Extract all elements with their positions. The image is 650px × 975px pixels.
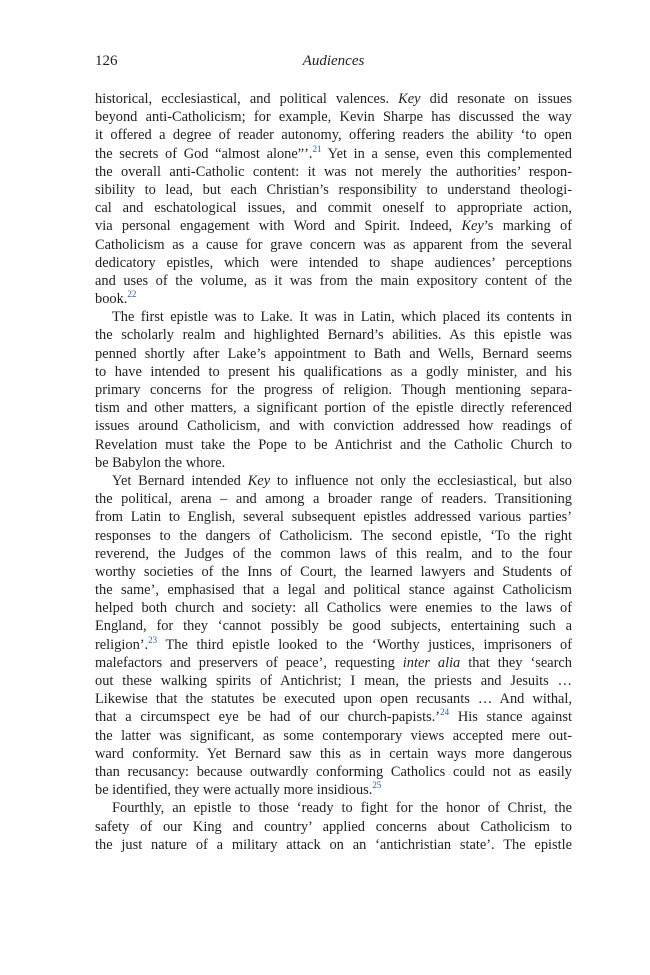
running-title: Audiences — [302, 53, 365, 69]
text-line: The first epistle was to Lake. It was in Latin, which placed its contents in — [112, 309, 572, 326]
text-line: and uses of the volume, as it was from the main expository content of the — [95, 272, 572, 289]
text-line: that a circumspect eye be had of our church-papists.’$^{24}$ His stance against — [95, 707, 572, 726]
footnote-ref[interactable]: 24 — [440, 707, 450, 718]
text-line: cal and eschatological issues, and commit oneself to appropriate action, — [95, 200, 572, 217]
text-line: Yet Bernard intended Key to influence not only the ecclesiastical, but also — [112, 472, 572, 489]
text-line: primary concerns for the progress of religion. Though mentioning separa- — [95, 382, 572, 398]
text-line: penned shortly after Lake’s appointment to Bath and Wells, Bernard seems — [95, 345, 572, 362]
footnote-ref[interactable]: 23 — [148, 634, 158, 645]
text-line: via personal engagement with Word and Spirit. Indeed, Key’s marking of — [95, 218, 572, 235]
text-line: be identified, they were actually more insidious.$^{25}$ — [95, 780, 382, 799]
text-line: malefactors and preservers of peace’, requesting inter alia that they ‘search — [95, 654, 572, 671]
running-head — [95, 53, 572, 73]
text-line: Fourthly, an epistle to those ‘ready to fight for the honor of Christ, the — [112, 800, 572, 817]
footnote-ref[interactable]: 25 — [372, 780, 382, 791]
text-line: religion’.$^{23}$ The third epistle looked to the ‘Worthy justices, imprisoners of — [95, 634, 572, 653]
text-line: Likewise that the statutes be executed upon open recusants … And withal, — [95, 691, 572, 708]
text-line: Revelation must take the Pope to be Antichrist and the Catholic Church to — [95, 436, 572, 453]
text-line: to have intended to present his qualifications as a godly minister, and his — [95, 363, 572, 380]
text-line: reverend, the Judges of the common laws of this realm, and to the four — [95, 545, 572, 562]
text-line: helped both church and society: all Catholics were enemies to the laws of — [95, 600, 572, 617]
text-line: from Latin to English, several subsequent epistles addressed various parties’ — [95, 509, 572, 526]
text-line: be Babylon the whore. — [95, 454, 226, 471]
text-line: responses to the dangers of Catholicism. The second epistle, ‘To the right — [95, 527, 572, 544]
text-line: the same’, emphasised that a legal and political stance against Catholicism — [95, 582, 572, 599]
text-line: it offered a degree of reader autonomy, offering readers the ability ‘to open — [95, 127, 572, 144]
text-line: the overall anti-Catholic content: it was not merely the authorities’ respon- — [95, 163, 572, 180]
text-line: issues around Catholicism, and with conviction addressed how readings of — [95, 418, 572, 435]
text-line: the latter was significant, as some contemporary views accepted mere out- — [95, 727, 572, 744]
text-line: worthy societies of the Inns of Court, the learned lawyers and Students of — [95, 563, 572, 580]
text-line: the political, arena – and among a broader range of readers. Transitioning — [95, 491, 572, 508]
text-line: safety of our King and country’ applied concerns about Catholicism to — [95, 818, 572, 835]
text-line: historical, ecclesiastical, and political valences. Key did resonate on issues — [95, 91, 572, 107]
text-line: book.$^{22}$ — [95, 289, 137, 308]
text-line: the scholarly realm and highlighted Bernard’s abilities. As this epistle was — [95, 327, 572, 344]
text-line: the secrets of God “almost alone”’.$^{21}$ Yet in a sense, even this complemented — [95, 143, 572, 162]
text-line: beyond anti-Catholicism; for example, Kevin Sharpe has discussed the way — [95, 109, 572, 126]
body-text — [95, 90, 572, 854]
text-line: than recusancy: because outwardly conforming Catholics could not as easily — [95, 763, 572, 780]
text-line: tism and other matters, a significant portion of the epistle directly referenced — [95, 400, 572, 417]
footnote-ref[interactable]: 22 — [127, 289, 137, 300]
footnote-ref[interactable]: 21 — [312, 143, 322, 154]
page-number: 126 — [95, 53, 118, 69]
text-line: out these walking spirits of Antichrist; I mean, the priests and Jesuits … — [95, 673, 572, 689]
text-line: England, for they ‘cannot possibly be good subjects, entertaining such a — [95, 618, 572, 635]
text-line: Catholicism as a cause for grave concern was as apparent from the several — [95, 236, 572, 253]
text-line: ward conformity. Yet Bernard saw this as in certain ways more dangerous — [95, 745, 572, 762]
text-line: sibility to lead, but each Christian’s responsibility to understand theologi- — [95, 181, 572, 198]
text-line: dedicatory epistles, which were intended to shape audiences’ perceptions — [95, 254, 572, 271]
text-line: the just nature of a military attack on an ‘antichristian state’. The epistle — [95, 836, 572, 853]
